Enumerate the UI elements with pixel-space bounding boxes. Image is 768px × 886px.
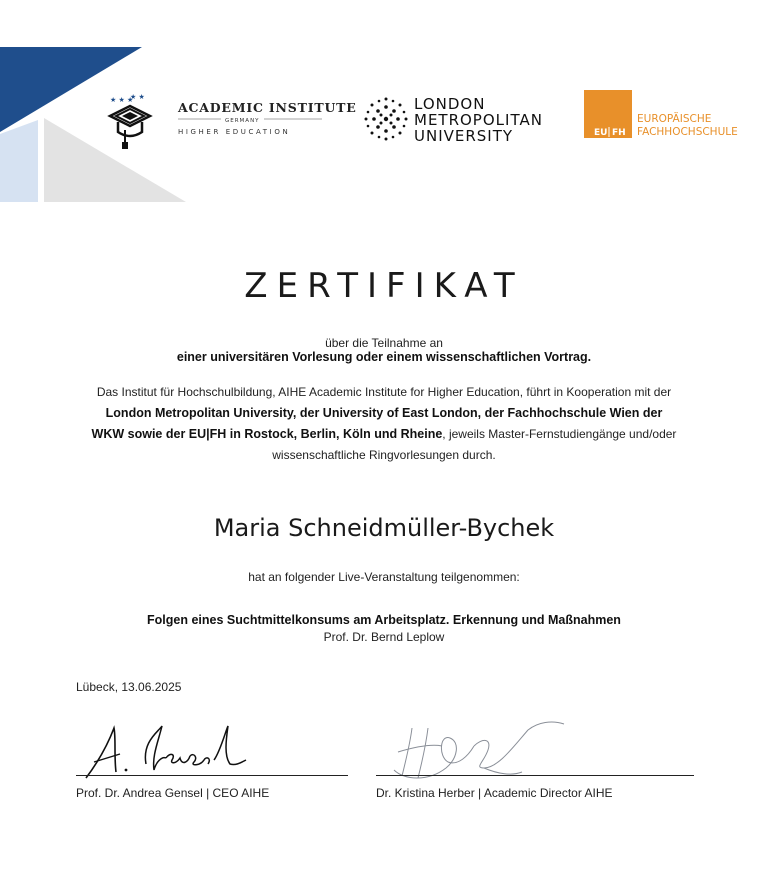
event-title: Folgen eines Suchtmittelkonsums am Arbeitsplatz. Erkennung und Maßnahmen (147, 613, 621, 627)
intro-part2: , jeweils Master-Fernstudiengänge und/oder wissenschaftliche Ringvorlesungen durch. (272, 427, 677, 462)
lecturer-name: Prof. Dr. Bernd Leplow (323, 630, 445, 644)
aihe-line1: ACADEMIC INSTITUTE (178, 100, 357, 115)
light-blue-shape (0, 120, 38, 202)
london-met-dots-icon (365, 98, 408, 141)
intro-paragraph (90, 382, 678, 466)
london-line1: LONDON (414, 95, 486, 113)
place-date: Lübeck, 13.06.2025 (76, 680, 182, 694)
certificate-title: ZERTIFIKAT (244, 266, 524, 306)
eufh-line1: EUROPÄISCHE (637, 113, 712, 125)
participant-name: Maria Schneidmüller-Bychek (213, 514, 555, 542)
signature-caption-2: Dr. Kristina Herber | Academic Director AIHE (376, 786, 613, 800)
participation-text: hat an folgender Live-Veranstaltung teilgenommen: (248, 570, 520, 584)
eufh-logo (584, 90, 754, 142)
svg-text:★ ★ ★: ★ ★ ★ (110, 96, 134, 104)
aihe-line2: GERMANY (225, 118, 260, 124)
signature-herber (388, 716, 568, 788)
svg-text:★ ★: ★ ★ (130, 93, 145, 101)
signature-caption-1: Prof. Dr. Andrea Gensel | CEO AIHE (76, 786, 270, 800)
eufh-badge-left: EU (594, 128, 608, 138)
eufh-badge-right: FH (612, 128, 626, 138)
subtitle-line1: über die Teilnahme an (325, 336, 443, 350)
london-met-logo (362, 93, 552, 147)
intro-partners: London Metropolitan University, der University of East London, der Fachhochschule Wien der WKW sowie der EU|FH in Rostock, Berlin, Köln und Rheine (91, 406, 663, 441)
aihe-logo (106, 93, 357, 152)
eufh-line2: FACHHOCHSCHULE (637, 126, 738, 138)
aihe-emblem-icon (106, 93, 357, 152)
intro-part1: Das Institut für Hochschulbildung, AIHE Academic Institute for Higher Education, führt in Kooperation mit der (96, 385, 672, 399)
signature-line-1 (76, 775, 348, 776)
aihe-line3: HIGHER EDUCATION (178, 128, 291, 136)
london-line3: UNIVERSITY (414, 127, 514, 145)
london-line2: METROPOLITAN (414, 111, 543, 129)
signature-line-2 (376, 775, 694, 776)
subtitle-line2: einer universitären Vorlesung oder einem wissenschaftlichen Vortrag. (176, 350, 592, 364)
